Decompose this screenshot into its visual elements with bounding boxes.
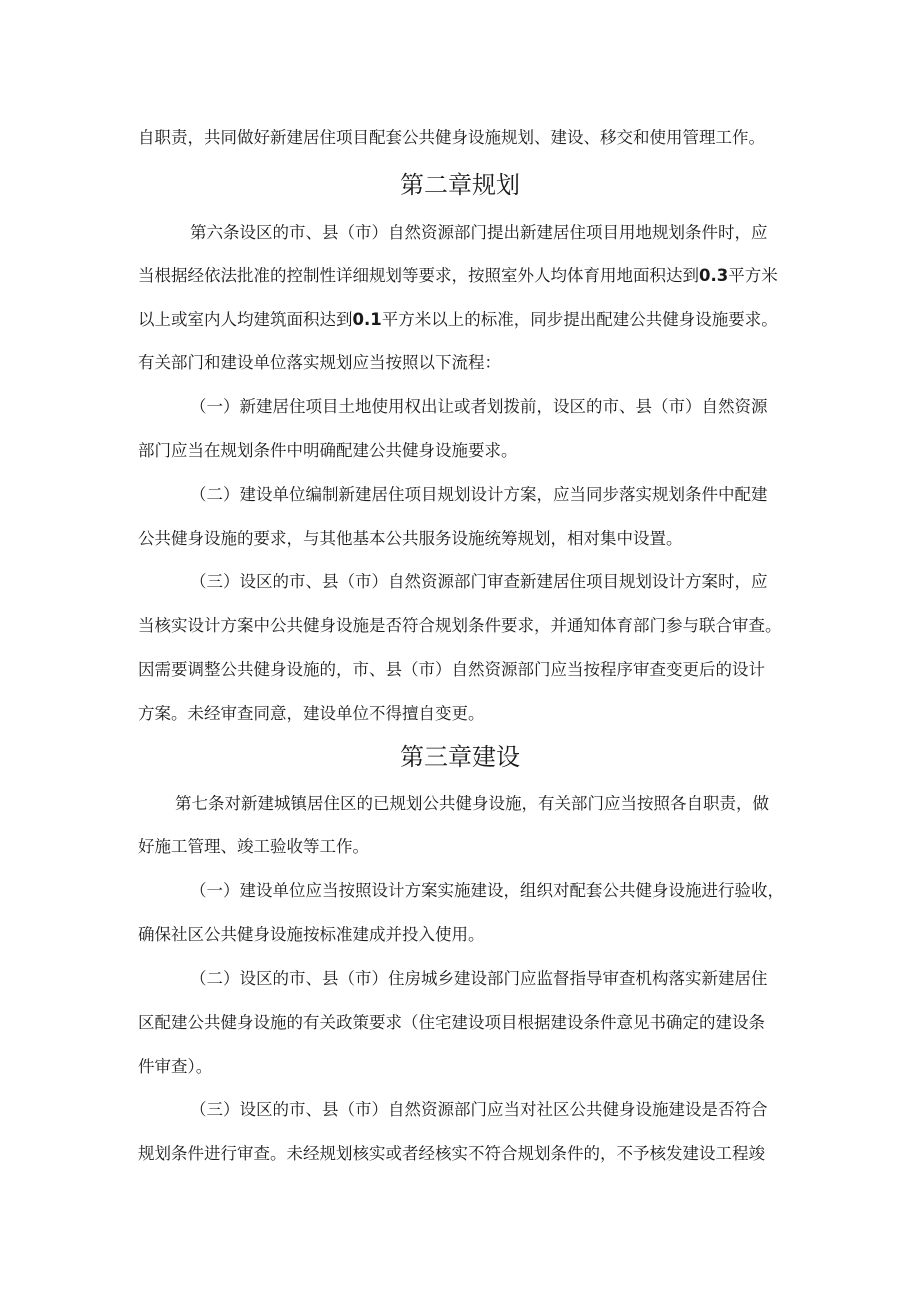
- paragraph-line: （二）设区的市、县（市）住房城乡建设部门应监督指导审查机构落实新建居住: [190, 969, 768, 988]
- text-span: 平方米: [728, 266, 778, 285]
- paragraph-line: （三）设区的市、县（市）自然资源部门应当对社区公共健身设施建设是否符合: [190, 1100, 768, 1119]
- paragraph-line: （二）建设单位编制新建居住项目规划设计方案，应当同步落实规划条件中配建: [190, 485, 768, 504]
- paragraph-line: 有关部门和建设单位落实规划应当按照以下流程：: [138, 353, 501, 372]
- paragraph-line: （一）新建居住项目土地使用权出让或者划拨前，设区的市、县（市）自然资源: [190, 397, 768, 416]
- paragraph-line: 规划条件进行审查。未经规划核实或者经核实不符合规划条件的，不予核发建设工程竣: [138, 1144, 765, 1163]
- text-span: 平方米以上的标准，同步提出配建公共健身设施要求。: [381, 310, 778, 329]
- paragraph-line: [138, 309, 798, 331]
- paragraph-line: 第六条设区的市、县（市）自然资源部门提出新建居住项目用地规划条件时，应: [190, 223, 768, 242]
- chapter-heading-3: 第三章建设: [400, 743, 520, 771]
- paragraph-line: （一）建设单位应当按照设计方案实施建设，组织对配套公共健身设施进行验收，: [190, 881, 784, 900]
- paragraph-line: 方案。未经审查同意，建设单位不得擅自变更。: [138, 704, 485, 723]
- paragraph-line: 公共健身设施的要求，与其他基本公共服务设施统筹规划，相对集中设置。: [138, 529, 683, 548]
- chapter-heading-2: 第二章规划: [400, 171, 520, 199]
- text-span: 以上或室内人均建筑面积达到: [138, 310, 353, 329]
- paragraph-line: 好施工管理、竣工验收等工作。: [138, 837, 369, 856]
- paragraph-line: （三）设区的市、县（市）自然资源部门审查新建居住项目规划设计方案时，应: [190, 572, 768, 591]
- paragraph-line: 当核实设计方案中公共健身设施是否符合规划条件要求，并通知体育部门参与联合审查。: [138, 616, 782, 635]
- paragraph-line: 部门应当在规划条件中明确配建公共健身设施要求。: [138, 441, 518, 460]
- bold-number: 0.3: [699, 266, 729, 285]
- paragraph-line: 确保社区公共健身设施按标准建成并投入使用。: [138, 925, 485, 944]
- paragraph-line: 因需要调整公共健身设施的，市、县（市）自然资源部门应当按程序审查变更后的设计: [138, 660, 765, 679]
- paragraph-line: 自职责，共同做好新建居住项目配套公共健身设施规划、建设、移交和使用管理工作。: [138, 128, 765, 147]
- paragraph-line: [138, 265, 798, 287]
- paragraph-line: 第七条对新建城镇居住区的已规划公共健身设施，有关部门应当按照各自职责，做: [175, 794, 769, 813]
- paragraph-line: 件审查）。: [138, 1057, 213, 1076]
- paragraph-line: 区配建公共健身设施的有关政策要求（住宅建设项目根据建设条件意见书确定的建设条: [138, 1013, 765, 1032]
- bold-number: 0.1: [352, 310, 382, 329]
- text-span: 当根据经依法批准的控制性详细规划等要求，按照室外人均体育用地面积达到: [138, 266, 699, 285]
